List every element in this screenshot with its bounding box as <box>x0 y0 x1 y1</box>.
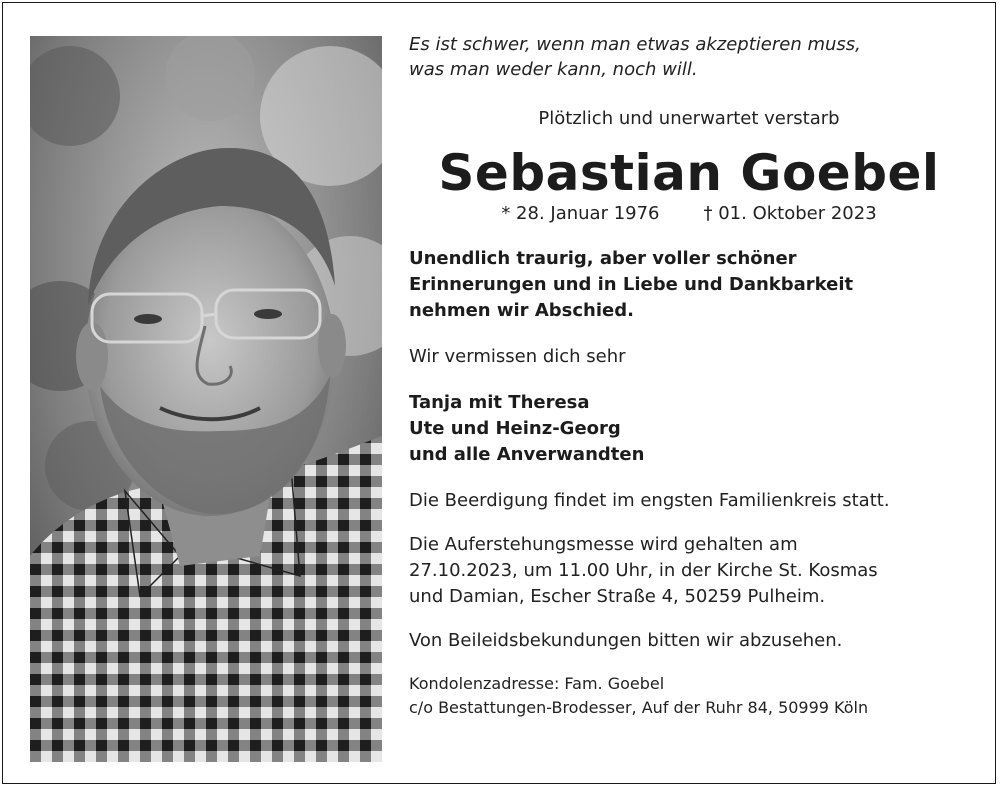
farewell-text <box>409 246 969 324</box>
quote-line-2: was man weder kann, noch will. <box>409 59 698 80</box>
address-line-2: c/o Bestattungen-Brodesser, Auf der Ruhr 84, 50999 Köln <box>409 698 869 717</box>
address-line-1: Kondolenzadresse: Fam. Goebel <box>409 674 665 693</box>
condolence-address <box>409 672 969 720</box>
mass-info <box>409 532 969 610</box>
farewell-line-1: Unendlich traurig, aber voller schöner <box>409 248 797 269</box>
notice-text <box>409 32 969 720</box>
mass-line-2: 27.10.2023, um 11.00 Uhr, in der Kirche St. Kosmas <box>409 560 878 581</box>
funeral-info: Die Beerdigung findet im engsten Familienkreis statt. <box>409 490 890 511</box>
miss-line: Wir vermissen dich sehr <box>409 346 626 367</box>
mass-line-3: und Damian, Escher Straße 4, 50259 Pulheim. <box>409 586 826 607</box>
condolence-note: Von Beileidsbekundungen bitten wir abzusehen. <box>409 630 843 651</box>
death-date: † 01. Oktober 2023 <box>703 203 877 224</box>
farewell-line-3: nehmen wir Abschied. <box>409 300 634 321</box>
mourners <box>409 390 969 468</box>
farewell-line-2: Erinnerungen und in Liebe und Dankbarkeit <box>409 274 854 295</box>
life-dates <box>409 203 969 224</box>
mass-line-1: Die Auferstehungsmesse wird gehalten am <box>409 534 798 555</box>
mourner-line-2: Ute und Heinz-Georg <box>409 418 621 439</box>
portrait-photo <box>30 36 382 762</box>
mourner-line-1: Tanja mit Theresa <box>409 392 590 413</box>
quote-line-1: Es ist schwer, wenn man etwas akzeptieren muss, <box>409 34 861 55</box>
intro-line: Plötzlich und unerwartet verstarb <box>538 108 840 129</box>
birth-date: * 28. Januar 1976 <box>501 203 660 224</box>
quote <box>409 32 969 82</box>
deceased-name: Sebastian Goebel <box>438 144 940 202</box>
mourner-line-3: und alle Anverwandten <box>409 444 645 465</box>
